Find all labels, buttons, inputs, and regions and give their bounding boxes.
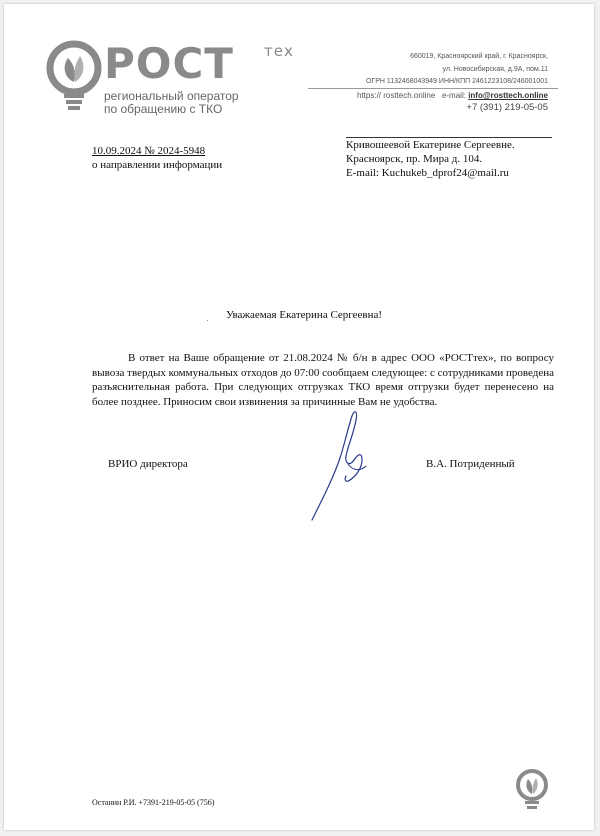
header-divider [308, 88, 558, 89]
recipient-block [346, 137, 552, 180]
lightbulb-leaf-icon [46, 40, 102, 114]
logo-tagline [104, 90, 239, 116]
company-phone: +7 (391) 219-05-05 [466, 102, 548, 113]
signer-role: ВРИО директора [108, 458, 188, 470]
handwritten-signature [304, 406, 384, 526]
website-link[interactable]: https:// rosttech.online [357, 91, 436, 100]
document-reference [92, 144, 222, 172]
company-logo [46, 40, 316, 120]
email-link[interactable]: info@rosttech.online [468, 91, 548, 100]
lightbulb-leaf-icon [513, 768, 551, 814]
address-line1: 660019, Красноярский край, г. Красноярск, [410, 53, 548, 60]
address-line2: ул. Новосибирская, д.9А, пом.11 [442, 65, 548, 73]
logo-superscript: тех [264, 42, 294, 60]
email-label: e-mail: [441, 91, 466, 100]
company-contacts [357, 91, 548, 100]
letter-greeting: Уважаемая Екатерина Сергеевна! [225, 309, 383, 321]
ogrn-inn: ОГРН 1132468043949 ИНН/КПП 2461223108/246001001 [365, 78, 548, 85]
logo-tagline-line2: по обращению с ТКО [104, 102, 223, 116]
signer-name: В.А. Потриденный [426, 458, 515, 470]
document-subject: о направлении информации [92, 159, 223, 171]
recipient-email: E-mail: Kuchukeb_dprof24@mail.ru [346, 167, 509, 179]
letter-body: В ответ на Ваше обращение от 21.08.2024 № б/н в адрес ООО «РОСТтех», по вопросу вывоза твердых коммунальных отходов до 07:00 сообщаем следующее: с сотрудниками проведена разъяснительная работа. При следующих отгрузках ТКО время отгрузки будет перенесено на более позднее. Приносим свои извинения за причинные Вам не удобства. [92, 352, 554, 408]
logo-wordmark: РОСТ [104, 39, 234, 88]
executor-contact: Останин Р.И. +7391-219-05-05 (756) [92, 798, 215, 807]
document-number: 10.09.2024 № 2024-5948 [92, 145, 206, 157]
recipient-address: Красноярск, пр. Мира д. 104. [346, 153, 483, 165]
letter-page [4, 4, 594, 830]
company-address [366, 51, 548, 89]
recipient-name: Кривошеевой Екатерине Сергеевне. [346, 139, 515, 151]
logo-tagline-line1: региональный оператор [104, 89, 239, 103]
